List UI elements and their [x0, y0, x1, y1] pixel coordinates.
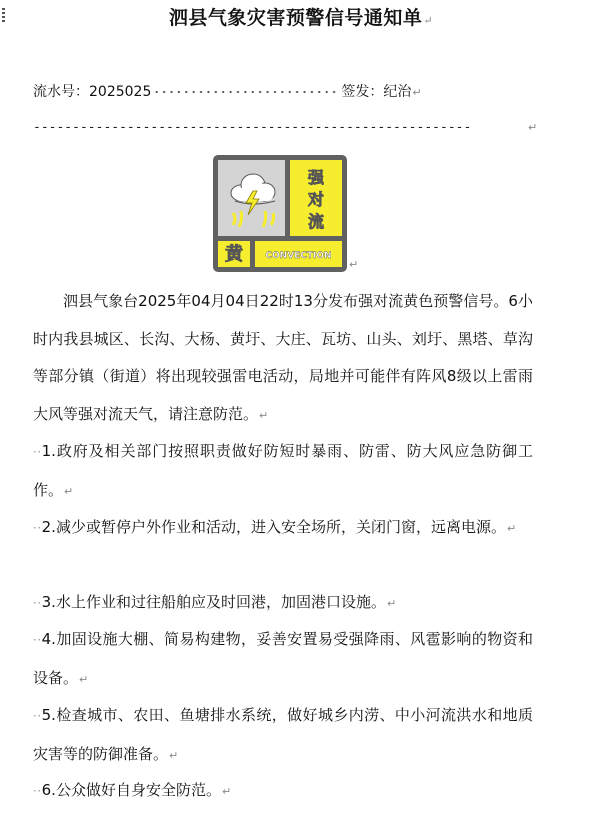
- warning-type-text: [307, 168, 325, 231]
- list-prefix-dots: ··: [33, 633, 42, 647]
- measure-item: ··6.公众做好自身安全防范。↵: [33, 781, 232, 799]
- list-prefix-dots: ··: [33, 784, 42, 798]
- paragraph-mark-icon: ↵: [79, 672, 89, 686]
- list-prefix-dots: ··: [33, 709, 42, 723]
- separator-line: --------------------------------------------------------: [33, 120, 472, 135]
- paragraph-mark-icon: ↵: [221, 785, 232, 798]
- measure-item: ··5.检查城市、农田、鱼塘排水系统，做好城乡内涝、中小河流洪水和地质灾害等的防御准备。↵: [33, 706, 533, 763]
- signer-label: 签发：: [341, 84, 384, 100]
- list-prefix-dots: ··: [33, 521, 42, 535]
- warning-english-label: CONVECTION: [265, 251, 332, 261]
- yellow-convection-warning-icon: [213, 155, 347, 272]
- signer-name: 纪治: [383, 84, 412, 100]
- paragraph-mark-icon: ↵: [64, 484, 74, 498]
- paragraph-mark-icon: ↵: [386, 597, 397, 610]
- paragraph-mark-icon: ↵: [412, 86, 422, 99]
- measure-item: ··2.减少或暂停户外作业和活动，进入安全场所，关闭门窗，远离电源。↵: [33, 518, 517, 536]
- warning-type-char: 强: [307, 168, 325, 187]
- paragraph-mark-icon: ↵: [506, 522, 517, 535]
- warning-level-char: 黄: [225, 244, 243, 265]
- warning-type-char: 流: [307, 212, 325, 231]
- warning-type-char: 对: [307, 190, 325, 209]
- measure-item: ··4.加固设施大棚、简易构建物，妥善安置易受强降雨、风雹影响的物资和设备。↵: [33, 630, 533, 687]
- warning-signal-icon: [213, 155, 347, 272]
- measure-item: ··1.政府及相关部门按照职责做好防短时暴雨、防雷、防大风应急防御工作。↵: [33, 442, 533, 499]
- paragraph-mark-icon: ↵: [259, 408, 269, 422]
- paragraph-mark-icon: ↵: [423, 14, 434, 27]
- list-prefix-dots: ··: [33, 596, 42, 610]
- paragraph-mark-icon: ↵: [169, 748, 179, 762]
- document-title: 泗县气象灾害预警信号通知单↵: [168, 7, 434, 29]
- list-prefix-dots: ··: [33, 445, 42, 459]
- serial-label: 流水号：: [33, 84, 89, 100]
- main-paragraph: 泗县气象台2025年04月04日22时13分发布强对流黄色预警信号。6小时内我县城区、长沟、大杨、黄圩、大庄、瓦坊、山头、刘圩、黑塔、草沟等部分镇（街道）将出现较强雷电活动，局地并可能伴有阵风8级以上雷雨大风等强对流天气，请注意防范。↵: [33, 292, 533, 423]
- dotted-leader: [153, 87, 339, 97]
- serial-number: 2025025: [89, 84, 152, 100]
- serial-line: [33, 81, 422, 104]
- paragraph-mark-icon: ↵: [349, 258, 359, 271]
- paragraph-mark-icon: ↵: [528, 121, 538, 134]
- measure-item: ··3.水上作业和过往船舶应及时回港，加固港口设施。↵: [33, 593, 397, 611]
